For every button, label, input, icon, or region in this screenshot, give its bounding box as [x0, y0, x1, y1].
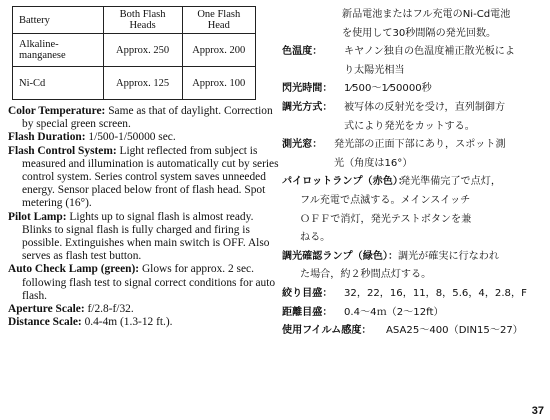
spec-text: f/2.8-f/32.	[84, 303, 134, 316]
table-cell: Approx. 125	[103, 67, 182, 100]
jp-spec-film-speed	[282, 322, 544, 341]
jp-spec-label: 調光確認ランプ（緑色）：	[282, 250, 399, 262]
spec-item	[8, 263, 280, 303]
jp-spec-metering-window	[282, 136, 544, 173]
jp-spec-line: 32，22，16，11，8，5.6，4，2.8，F	[344, 287, 527, 299]
spec-text: 1/500-1/50000 sec.	[85, 131, 176, 144]
jp-spec-line: 0.4～4ｍ（2～12ft）	[344, 306, 444, 318]
spec-item	[8, 105, 280, 131]
jp-spec-aperture-scale	[282, 285, 544, 304]
spec-label: Flash Control System:	[8, 144, 117, 157]
jp-spec-line: ASA25～400（DIN15～27）	[386, 325, 523, 337]
jp-spec-flash-control	[282, 99, 544, 136]
battery-table	[12, 6, 256, 100]
spec-label: Aperture Scale:	[8, 303, 85, 316]
spec-label: Flash Duration:	[8, 131, 86, 144]
table-cell: Approx. 250	[103, 34, 182, 67]
jp-spec-line: 発光部の正面下部にあり，スポット測	[334, 139, 506, 151]
spec-item	[8, 316, 280, 329]
japanese-column	[282, 6, 544, 341]
jp-spec-line: 式により発光をカットする。	[344, 120, 475, 132]
spec-item	[8, 145, 280, 211]
jp-spec-line: 1⁄500～1⁄50000秒	[344, 83, 432, 95]
jp-spec-distance-scale	[282, 304, 544, 323]
table-row	[13, 34, 256, 67]
jp-intro	[282, 6, 544, 43]
page-number: 37	[531, 405, 544, 417]
jp-spec-pilot-lamp	[282, 173, 544, 192]
jp-spec-label: 閃光時間：	[282, 83, 333, 95]
spec-text: 0.4-4m (1.3-12 ft.).	[81, 316, 173, 329]
spec-label: Pilot Lamp:	[8, 210, 67, 223]
jp-spec-pilot-lamp-cont	[282, 192, 544, 248]
table-cell: Alkaline-manganese	[13, 34, 104, 67]
spec-label: Auto Check Lamp (green):	[8, 263, 140, 276]
table-header: Battery	[13, 7, 104, 34]
spec-item	[8, 211, 280, 264]
jp-spec-auto-check-lamp-cont	[282, 266, 544, 285]
jp-spec-color-temperature	[282, 43, 544, 80]
spec-label: Distance Scale:	[8, 316, 82, 329]
spec-text: Same as that of daylight. Correction by special green screen.	[22, 105, 273, 131]
jp-spec-auto-check-lamp	[282, 248, 544, 267]
jp-spec-label: 測光窓：	[282, 139, 323, 151]
jp-spec-line: た場合，約２秒間点灯する。	[300, 269, 432, 281]
table-header: One Flash Head	[182, 7, 255, 34]
jp-spec-label: パイロットランプ（赤色）：	[282, 176, 408, 188]
jp-spec-label: 調光方式：	[282, 101, 333, 113]
table-header: Both Flash Heads	[103, 7, 182, 34]
jp-spec-label: 使用フイルム感度：	[282, 325, 372, 337]
jp-spec-label: 色温度：	[282, 46, 323, 58]
jp-spec-line: 調光が確実に行なわれ	[398, 250, 499, 262]
spec-label: Color Temperature:	[8, 105, 106, 118]
jp-spec-line: キヤノン独自の色温度補正散光板によ	[344, 46, 515, 58]
jp-spec-line: ねる。	[300, 232, 331, 244]
jp-spec-line: フル充電で点滅する。メインスイッチ	[300, 194, 471, 206]
english-specs	[8, 105, 280, 329]
spec-item	[8, 303, 280, 316]
table-cell: Approx. 100	[182, 67, 255, 100]
jp-spec-line: ＯＦＦで消灯，発光テストボタンを兼	[300, 213, 472, 225]
jp-spec-line: 被写体の反射光を受け，直列制御方	[344, 101, 506, 113]
jp-spec-label: 絞り目盛：	[282, 287, 333, 299]
table-cell: Ni-Cd	[13, 67, 104, 100]
english-column	[8, 6, 280, 329]
spec-text: Lights up to signal flash is almost ready. Blinks to signal flash is fully charged and firing is possible. Extinguishes when main switch is OFF. Also serves as flash test button.	[22, 210, 270, 263]
jp-intro-line: 新品電池またはフル充電のNi-Cd電池	[342, 9, 511, 20]
jp-spec-label: 距離目盛：	[282, 306, 333, 318]
jp-spec-line: り太陽光相当	[344, 64, 405, 76]
jp-spec-line: 発光準備完了で点灯，	[400, 176, 501, 188]
spec-text: Light reflected from subject is measured and illumination is automatically cut by series control system. Series control system saves unneeded energy. Sensor placed below front of flash head. Spot metering (16°).	[22, 144, 279, 210]
jp-intro-line: を使用して30秒間隔の発光回数。	[342, 27, 497, 39]
spec-text: Glows for approx. 2 sec. following flash test to signal correct conditions for auto flash.	[22, 263, 276, 302]
jp-spec-flash-duration	[282, 80, 544, 99]
table-row	[13, 67, 256, 100]
table-header-row	[13, 7, 256, 34]
spec-item	[8, 131, 280, 144]
jp-spec-line: 光（角度は16°）	[334, 157, 413, 169]
table-cell: Approx. 200	[182, 34, 255, 67]
